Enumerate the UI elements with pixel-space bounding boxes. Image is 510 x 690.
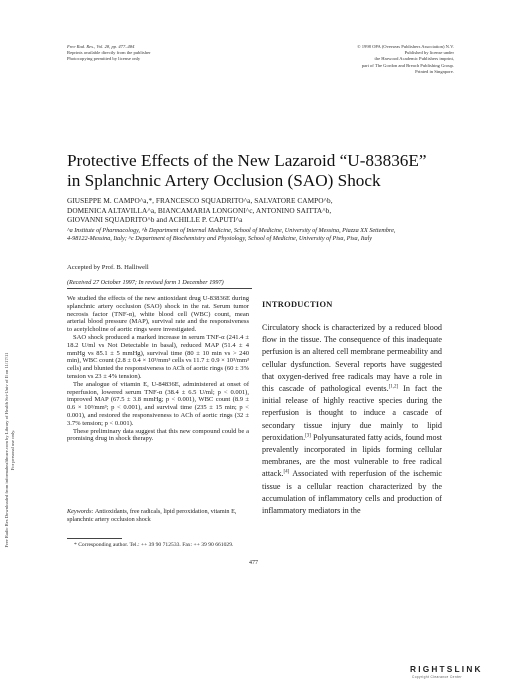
abstract-paragraph-4: These preliminary data suggest that this new compound could be a promising drug in shock therapy. [67, 427, 249, 443]
authors-line-1: GIUSEPPE M. CAMPO^a,*, FRANCESCO SQUADRITO^a, SALVATORE CAMPO^b, [67, 196, 333, 205]
footnote-divider [67, 538, 122, 539]
intro-reference-3: [4] [283, 469, 290, 475]
rightslink-tagline: Copyright Clearance Center [412, 675, 462, 679]
download-watermark [4, 290, 32, 610]
abstract-divider [67, 288, 252, 289]
affiliations [67, 227, 457, 244]
group-line: part of The Gordon and Breach Publishing Group. [361, 62, 454, 68]
author-list [67, 196, 452, 225]
intro-segment-4: Associated with reperfusion of the ischemic tissue is a cellular reaction characterized by the accumulation of inflammatory cells and production of inflammatory mediators in the [262, 469, 442, 516]
keywords-text: Antioxidants, free radicals, lipid peroxidation, vitamin E, splanchnic artery occlusion shock [67, 508, 237, 523]
intro-reference-1: [1,2] [388, 384, 399, 390]
running-header-left [67, 44, 227, 63]
introduction-heading: INTRODUCTION [262, 300, 333, 309]
keywords [67, 508, 249, 523]
license-line: Published by license under [404, 50, 454, 56]
copyright-line: © 1998 OPA (Overseas Publishers Association) N.V. [357, 44, 454, 49]
introduction-text [262, 322, 442, 517]
download-note: Free Radic Res Downloaded from informahealthcare.com by Library of Health Sci-Univ of Il on 11/17/11 [4, 352, 9, 548]
intro-reference-2: [3] [305, 433, 311, 439]
affiliation-line-2: 4-98122-Messina, Italy; ^c Department of Biochemistry and Physiology, School of Medicine, University of Pisa, Pisa, Italy [67, 235, 373, 243]
title-line-2: in Splanchnic Artery Occlusion (SAO) Shock [67, 171, 381, 190]
article-title [67, 151, 467, 191]
accepted-by: Accepted by Prof. B. Halliwell [67, 264, 149, 271]
personal-use-note: For personal use only. [10, 429, 15, 471]
abstract-paragraph-3: The analogue of vitamin E, U-84836E, administered at onset of reperfusion, lowered serum TNF-α (38.4 ± 6.5 U/ml; p < 0.001), improved MAP (67.5 ± 3.8 mmHg; p < 0.001), WBC count (8.9 ± 0.6 × 10³/mm³; p < 0.001), and survival time (235 ± 15 min; p < 0.001), and restored the responsiveness to ACh of aortic rings (32 ± 3.7% tension; p < 0.001). [67, 380, 249, 427]
photocopy-note: Photocopying permitted by license only [67, 56, 141, 62]
authors-line-3: GIOVANNI SQUADRITO^b and ACHILLE P. CAPUTI^a [67, 215, 243, 225]
received-dates: (Received 27 October 1997; In revised form 1 December 1997) [67, 279, 224, 286]
abstract [67, 295, 249, 443]
intro-segment-3: Polyunsaturated fatty acids, found most prevalently incorporated in lipids forming cellular membranes, are the most vulnerable to free radical attack. [262, 432, 442, 479]
authors-line-2: DOMENICA ALTAVILLA^a, BIANCAMARIA LONGONI^c, ANTONINO SAITTA^b, [67, 205, 332, 215]
imprint-line: the Harwood Academic Publishers imprint, [374, 56, 454, 62]
running-header-right [318, 44, 454, 75]
intro-segment-2: In fact the initial release of highly reactive species during the reperfusion is thought to induce a cascade of secondary tissue injury due mainly to lipid peroxidation. [262, 384, 442, 442]
reprint-note: Reprints available directly from the publisher [67, 50, 151, 56]
abstract-paragraph-1: We studied the effects of the new antioxidant drug U-83836E during splanchnic artery occlusion (SAO) shock in the rat. Serum tumor necrosis factor (TNF-α), white blood cell (WBC) count, mean arterial blood pressure (MAP), survival rate and the responsiveness to acetylcholine of aortic rings were investigated. [67, 295, 249, 334]
printed-line: Printed in Singapore. [415, 68, 454, 74]
title-line-1: Protective Effects of the New Lazaroid “U-83836E” [67, 151, 427, 170]
abstract-paragraph-2: SAO shock produced a marked increase in serum TNF-α (241.4 ± 18.2 U/ml vs Not Detectable in basal), reduced MAP (51.4 ± 4 mmHg vs 85.1 ± 5 mmHg), survival time (80 ± 10 min vs > 240 min), WBC count (2.8 ± 0.4 × 10³/mm³ cells vs 11.7 ± 0.9 × 10³/mm³ cells) and blunted the responsiveness to ACh of aortic rings (60 ± 3% tension vs 23 ± 4% tension). [67, 333, 249, 380]
keywords-label: Keywords: [67, 508, 94, 515]
intro-segment-1: Circulatory shock is characterized by a reduced blood flow in the tissue. The consequence of this inadequate perfusion is an altered cell membrane permeability and cellular dysfunction. Several reports have suggested that oxygen-derived free radicals may have a role in this cascade of pathological events. [262, 323, 442, 394]
affiliation-line-1: ^a Institute of Pharmacology, ^b Department of Internal Medicine, School of Medicine, University of Messina, Piazza XX Settembre, [67, 227, 396, 234]
page-number: 477 [249, 560, 258, 566]
corresponding-author-footnote: * Corresponding author. Tel.: ++ 39 90 712533. Fax: ++ 39 90 661029. [74, 542, 234, 548]
rightslink-logo: RIGHTSLINK [410, 664, 483, 674]
journal-citation: Free Rad. Res., Vol. 28, pp. 477–484 [67, 44, 135, 49]
